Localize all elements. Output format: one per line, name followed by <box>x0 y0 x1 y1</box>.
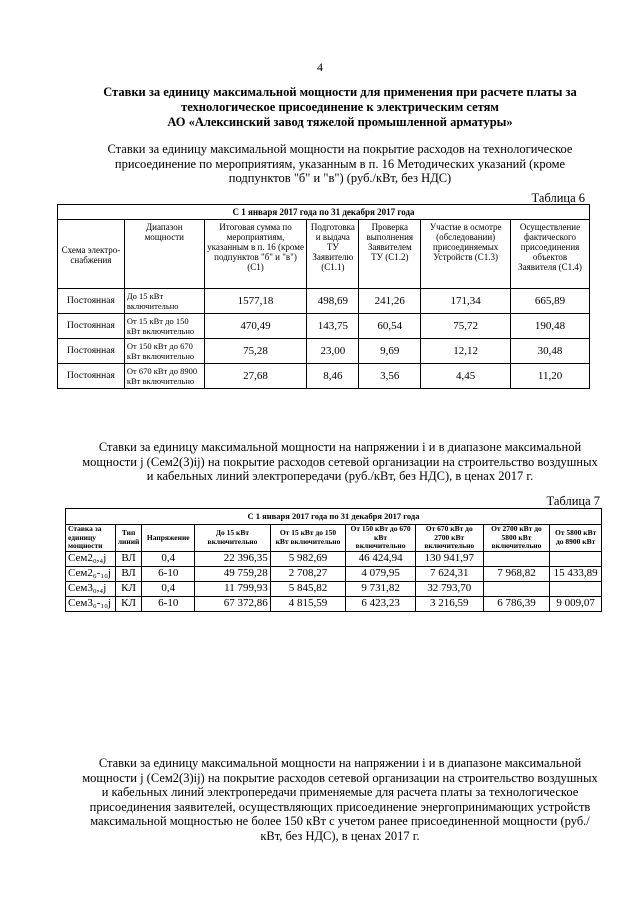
table6-header-c1: Итоговая сумма по мероприятиям, указанным в п. 16 (кроме подпунктов "б" и "в") (С1) <box>204 220 307 289</box>
schema-cell: Постоянная <box>58 289 125 314</box>
r3-cell: 4 079,95 <box>346 566 416 581</box>
type-cell: КЛ <box>115 596 141 611</box>
table-row <box>58 339 590 364</box>
voltage-cell: 0,4 <box>142 551 195 566</box>
c13-cell: 171,34 <box>421 289 511 314</box>
table7-label: Таблица 7 <box>546 494 600 508</box>
c14-cell: 11,20 <box>511 364 590 389</box>
r1-cell: 11 799,93 <box>195 581 271 596</box>
r2-cell: 5 982,69 <box>270 551 346 566</box>
table-row <box>66 581 602 596</box>
r1-cell: 67 372,86 <box>195 596 271 611</box>
closing-description: Ставки за единицу максимальной мощности на напряжении i и в диапазоне максимальной мощности j (Сем2(3)ij) на покрытие расходов сетевой организации на строительство воздушных и кабельных линий электропередачи применяемые для расчета платы за технологическое присоединения заявителей, осуществляющих присоединение энергопринимающих устройств максимальной мощностью не более 150 кВт с учетом ранее присоединенной мощности (руб./кВт, без НДС), в ценах 2017 г. <box>82 756 598 843</box>
r5-cell <box>483 581 550 596</box>
table7-description: Ставки за единицу максимальной мощности на напряжении i и в диапазоне максимальной мощности j (Сем2(3)ij) на покрытие расходов сетевой организации на строительство воздушных и кабельных линий электропередачи (руб./кВт, без НДС), в ценах 2017 г. <box>82 440 598 483</box>
table-row <box>58 364 590 389</box>
table-row <box>58 289 590 314</box>
table6-header-schema: Схема электро-снабжения <box>58 220 125 289</box>
c1-cell: 27,68 <box>204 364 307 389</box>
range-cell: От 670 кВт до 8900 кВт включительно <box>124 364 204 389</box>
type-cell: ВЛ <box>115 551 141 566</box>
table7-period: С 1 января 2017 года по 31 декабря 2017 года <box>66 509 602 525</box>
type-cell: ВЛ <box>115 566 141 581</box>
c1-cell: 1577,18 <box>204 289 307 314</box>
heading-line-2: технологическое присоединение к электрическим сетям <box>181 100 499 114</box>
table7-header-voltage: Напряжение <box>142 525 195 552</box>
r2-cell: 4 815,59 <box>270 596 346 611</box>
r1-cell: 49 759,28 <box>195 566 271 581</box>
table7-header-r2: От 15 кВт до 150 кВт включительно <box>270 525 346 552</box>
table6-description: Ставки за единицу максимальной мощности на покрытие расходов на технологическое присоединение по мероприятиям, указанным в п. 16 Методических указаний (кроме подпунктов "б" и "в") (руб./кВт, без НДС) <box>107 142 573 185</box>
page-number: 4 <box>317 60 323 74</box>
c13-cell: 12,12 <box>421 339 511 364</box>
r5-cell: 6 786,39 <box>483 596 550 611</box>
table6-period: С 1 января 2017 года по 31 декабря 2017 года <box>58 205 590 220</box>
table6-header-c12: Проверка выполнения Заявителем ТУ (С1.2) <box>359 220 421 289</box>
table7-header-r4: От 670 кВт до 2700 кВт включительно <box>415 525 483 552</box>
table6-label: Таблица 6 <box>531 191 585 205</box>
c12-cell: 9,69 <box>359 339 421 364</box>
r5-cell <box>483 551 550 566</box>
r4-cell: 7 624,31 <box>415 566 483 581</box>
c13-cell: 75,72 <box>421 314 511 339</box>
range-cell: До 15 кВт включительно <box>124 289 204 314</box>
table7-header-type: Тип линий <box>115 525 141 552</box>
r2-cell: 5 845,82 <box>270 581 346 596</box>
document-heading <box>95 85 585 130</box>
r4-cell: 32 793,70 <box>415 581 483 596</box>
r6-cell <box>550 581 602 596</box>
c14-cell: 665,89 <box>511 289 590 314</box>
r6-cell: 15 433,89 <box>550 566 602 581</box>
r3-cell: 9 731,82 <box>346 581 416 596</box>
table6-header-c11: Подготовка и выдача ТУ Заявителю (С1.1) <box>307 220 359 289</box>
c13-cell: 4,45 <box>421 364 511 389</box>
r6-cell: 9 009,07 <box>550 596 602 611</box>
rate-cell: Сем3₀,₄j <box>66 581 116 596</box>
table7-header-r5: От 2700 кВт до 5800 кВт включительно <box>483 525 550 552</box>
range-cell: От 150 кВт до 670 кВт включительно <box>124 339 204 364</box>
r5-cell: 7 968,82 <box>483 566 550 581</box>
rate-cell: Сем2₆-₁₀j <box>66 566 116 581</box>
c1-cell: 470,49 <box>204 314 307 339</box>
schema-cell: Постоянная <box>58 364 125 389</box>
c12-cell: 241,26 <box>359 289 421 314</box>
heading-line-1: Ставки за единицу максимальной мощности для применения при расчете платы за <box>103 85 577 99</box>
c11-cell: 8,46 <box>307 364 359 389</box>
table6-header-c14: Осуществление фактического присоединения объектов Заявителя (С1.4) <box>511 220 590 289</box>
voltage-cell: 6-10 <box>142 596 195 611</box>
range-cell: От 15 кВт до 150 кВт включительно <box>124 314 204 339</box>
r3-cell: 46 424,94 <box>346 551 416 566</box>
table7-header-r3: От 150 кВт до 670 кВт включительно <box>346 525 416 552</box>
table6-header-range: Диапазон мощности <box>124 220 204 289</box>
table-row <box>66 596 602 611</box>
c11-cell: 498,69 <box>307 289 359 314</box>
type-cell: КЛ <box>115 581 141 596</box>
table-row <box>66 551 602 566</box>
rate-cell: Сем2₀,₄j <box>66 551 116 566</box>
rate-cell: Сем3₆-₁₀j <box>66 596 116 611</box>
r2-cell: 2 708,27 <box>270 566 346 581</box>
r4-cell: 3 216,59 <box>415 596 483 611</box>
table-row <box>66 566 602 581</box>
table-7 <box>65 508 602 612</box>
table6-header-c13: Участие в осмотре (обследовании) присоединяемых Устройств (С1.3) <box>421 220 511 289</box>
r6-cell <box>550 551 602 566</box>
voltage-cell: 0,4 <box>142 581 195 596</box>
r3-cell: 6 423,23 <box>346 596 416 611</box>
c12-cell: 3,56 <box>359 364 421 389</box>
table7-header-rate: Ставка за единицу мощности <box>66 525 116 552</box>
schema-cell: Постоянная <box>58 314 125 339</box>
c14-cell: 30,48 <box>511 339 590 364</box>
c11-cell: 143,75 <box>307 314 359 339</box>
table-row <box>58 314 590 339</box>
r1-cell: 22 396,35 <box>195 551 271 566</box>
heading-line-3: АО «Алексинский завод тяжелой промышленной арматуры» <box>167 115 513 129</box>
r4-cell: 130 941,97 <box>415 551 483 566</box>
table-6 <box>57 204 590 389</box>
table7-header-r6: От 5800 кВт до 8900 кВт <box>550 525 602 552</box>
c14-cell: 190,48 <box>511 314 590 339</box>
c12-cell: 60,54 <box>359 314 421 339</box>
schema-cell: Постоянная <box>58 339 125 364</box>
table7-header-r1: До 15 кВт включительно <box>195 525 271 552</box>
voltage-cell: 6-10 <box>142 566 195 581</box>
c11-cell: 23,00 <box>307 339 359 364</box>
c1-cell: 75,28 <box>204 339 307 364</box>
